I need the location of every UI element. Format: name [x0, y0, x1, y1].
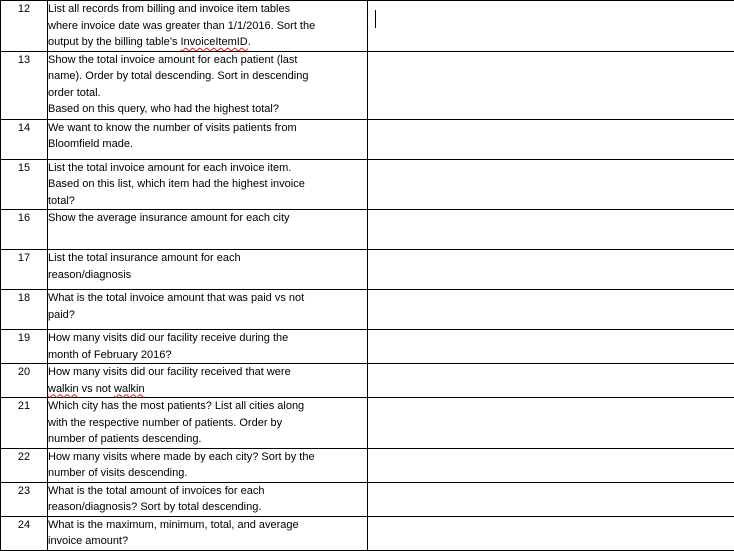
question-number: 16	[1, 210, 48, 250]
answer-cell[interactable]	[368, 516, 734, 550]
question-text-line	[48, 210, 367, 227]
answer-cell[interactable]	[368, 398, 734, 449]
table-row	[1, 210, 734, 250]
line-text: number of visits descending.	[48, 467, 187, 479]
line-text: total?	[48, 195, 75, 207]
line-text: order total.	[48, 87, 101, 99]
text-cursor	[375, 10, 376, 28]
question-text-line	[48, 483, 367, 500]
question-text-cell[interactable]	[48, 398, 368, 449]
line-text: What is the maximum, minimum, total, and average	[48, 519, 299, 531]
line-text: How many visits did our facility received that were	[48, 366, 291, 378]
question-text-line	[48, 290, 367, 307]
question-text-line	[48, 364, 367, 381]
question-number: 20	[1, 364, 48, 398]
line-text: List the total insurance amount for each	[48, 252, 241, 264]
line-text: month of February 2016?	[48, 349, 172, 361]
question-text-line	[48, 431, 367, 448]
question-text-cell[interactable]	[48, 364, 368, 398]
question-text-cell[interactable]	[48, 516, 368, 550]
question-text-line	[48, 465, 367, 482]
question-text-line	[48, 415, 367, 432]
line-text: We want to know the number of visits patients from	[48, 122, 297, 134]
question-text-line	[48, 52, 367, 69]
question-text-cell[interactable]	[48, 159, 368, 210]
question-number: 14	[1, 119, 48, 159]
table-row	[1, 330, 734, 364]
line-tail-text: .	[248, 36, 251, 48]
question-text-line	[48, 517, 367, 534]
question-text-cell[interactable]	[48, 119, 368, 159]
question-text-line	[48, 18, 367, 35]
question-text-cell[interactable]	[48, 210, 368, 250]
answer-cell[interactable]	[368, 51, 734, 119]
spellcheck-word: walkin	[48, 383, 79, 395]
question-text-line	[48, 193, 367, 210]
question-text-cell[interactable]	[48, 330, 368, 364]
question-number: 19	[1, 330, 48, 364]
questions-table-body	[1, 1, 734, 551]
answer-cell[interactable]	[368, 448, 734, 482]
line-text: How many visits did our facility receive during the	[48, 332, 288, 344]
spellcheck-word: InvoiceItemID	[181, 36, 248, 48]
question-text-line	[48, 85, 367, 102]
question-text-cell[interactable]	[48, 51, 368, 119]
line-text: invoice amount?	[48, 535, 128, 547]
question-text-line	[48, 267, 367, 284]
table-row	[1, 482, 734, 516]
line-text: List all records from billing and invoice item tables	[48, 3, 290, 15]
answer-cell[interactable]	[368, 119, 734, 159]
line-text: where invoice date was greater than 1/1/2016. Sort the	[48, 20, 315, 32]
question-text-line	[48, 136, 367, 153]
line-text: Based on this query, who had the highest total?	[48, 103, 279, 115]
line-text: name). Order by total descending. Sort in descending	[48, 70, 308, 82]
question-text-cell[interactable]	[48, 1, 368, 52]
question-text-cell[interactable]	[48, 250, 368, 290]
table-row	[1, 398, 734, 449]
answer-cell[interactable]	[368, 250, 734, 290]
answer-cell[interactable]	[368, 290, 734, 330]
line-text: paid?	[48, 309, 75, 321]
line-text: List the total invoice amount for each invoice item.	[48, 162, 291, 174]
question-number: 24	[1, 516, 48, 550]
answer-cell[interactable]	[368, 482, 734, 516]
spellcheck-word: walkin	[114, 383, 145, 395]
question-text-line	[48, 176, 367, 193]
question-text-line	[48, 449, 367, 466]
line-text: reason/diagnosis	[48, 269, 131, 281]
question-text-line	[48, 347, 367, 364]
question-text-line	[48, 381, 367, 398]
question-text-line	[48, 101, 367, 118]
line-text: How many visits where made by each city? Sort by the	[48, 451, 315, 463]
line-text: Based on this list, which item had the highest invoice	[48, 178, 305, 190]
question-number: 21	[1, 398, 48, 449]
line-text: output by the billing table’s	[48, 36, 181, 48]
question-number: 12	[1, 1, 48, 52]
table-row	[1, 159, 734, 210]
question-text-line	[48, 1, 367, 18]
question-text-cell[interactable]	[48, 448, 368, 482]
line-text: Bloomfield made.	[48, 138, 133, 150]
question-text-cell[interactable]	[48, 482, 368, 516]
question-text-line	[48, 34, 367, 51]
answer-cell[interactable]	[368, 364, 734, 398]
line-text: number of patients descending.	[48, 433, 202, 445]
answer-cell[interactable]	[368, 210, 734, 250]
question-text-line	[48, 120, 367, 137]
line-text: reason/diagnosis? Sort by total descending.	[48, 501, 261, 513]
line-text: Show the average insurance amount for each city	[48, 212, 290, 224]
question-text-line	[48, 499, 367, 516]
table-row	[1, 250, 734, 290]
question-text-line	[48, 533, 367, 550]
table-row	[1, 119, 734, 159]
question-number: 23	[1, 482, 48, 516]
line-text: with the respective number of patients. Order by	[48, 417, 282, 429]
table-row	[1, 1, 734, 52]
line-text: Show the total invoice amount for each patient (last	[48, 54, 297, 66]
question-number: 22	[1, 448, 48, 482]
question-text-line	[48, 250, 367, 267]
table-row	[1, 516, 734, 550]
question-text-cell[interactable]	[48, 290, 368, 330]
question-text-line	[48, 68, 367, 85]
question-number: 18	[1, 290, 48, 330]
answer-cell[interactable]	[368, 330, 734, 364]
line-text: What is the total invoice amount that was paid vs not	[48, 292, 304, 304]
answer-cell[interactable]	[368, 1, 734, 52]
question-number: 13	[1, 51, 48, 119]
table-row	[1, 290, 734, 330]
line-text: Which city has the most patients? List all cities along	[48, 400, 304, 412]
table-row	[1, 364, 734, 398]
question-text-line	[48, 398, 367, 415]
line-text: What is the total amount of invoices for each	[48, 485, 264, 497]
question-number: 15	[1, 159, 48, 210]
line-tail-text: vs not	[79, 383, 114, 395]
table-row	[1, 448, 734, 482]
question-number: 17	[1, 250, 48, 290]
question-text-line	[48, 307, 367, 324]
table-row	[1, 51, 734, 119]
question-text-line	[48, 330, 367, 347]
question-text-line	[48, 160, 367, 177]
answer-cell[interactable]	[368, 159, 734, 210]
